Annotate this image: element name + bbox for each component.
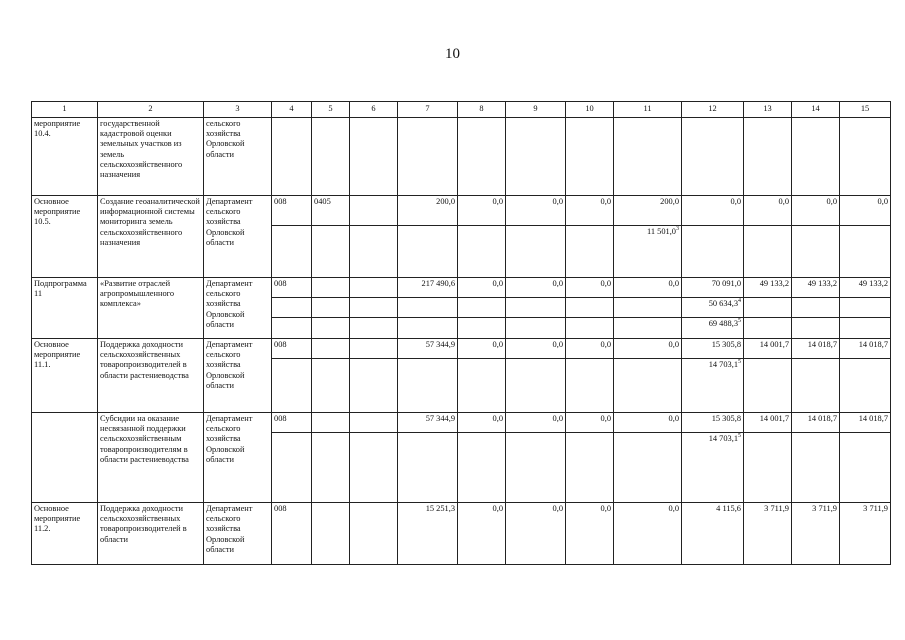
table-row [32, 339, 891, 359]
cell-admin-code: 008 [272, 278, 312, 298]
cell-value: 14 018,7 [792, 339, 840, 359]
cell-value: 0,0 [744, 196, 792, 226]
cell-value: 0,0 [458, 339, 506, 359]
header-cell: 6 [350, 102, 398, 118]
cell-value: 3 711,9 [840, 503, 891, 565]
row-name: Основное мероприятие 11.1. [32, 339, 98, 413]
cell-value: 15 251,3 [398, 503, 458, 565]
cell-value: 0,0 [566, 339, 614, 359]
cell-value: 14 018,7 [840, 413, 891, 433]
cell-value: 0,0 [840, 196, 891, 226]
cell-value: 0,0 [506, 339, 566, 359]
cell-value: 217 490,6 [398, 278, 458, 298]
cell-value: 0,0 [458, 503, 506, 565]
cell-value: 15 305,8 [682, 413, 744, 433]
cell-value: 0,0 [506, 503, 566, 565]
header-cell: 2 [98, 102, 204, 118]
header-cell: 12 [682, 102, 744, 118]
header-cell: 10 [566, 102, 614, 118]
cell-section-code: 0405 [312, 196, 350, 226]
cell-value: 4 115,6 [682, 503, 744, 565]
cell-value: 0,0 [614, 503, 682, 565]
cell-admin-code: 008 [272, 413, 312, 433]
cell-value [350, 196, 398, 226]
cell-value: 15 305,8 [682, 339, 744, 359]
cell-value: 57 344,9 [398, 339, 458, 359]
cell-value: 14 001,7 [744, 339, 792, 359]
cell-value: 0,0 [566, 503, 614, 565]
header-row [32, 102, 891, 118]
row-executor: Департамент сельского хозяйства Орловской области [204, 339, 272, 413]
table-row [32, 503, 891, 565]
row-description: государственной кадастровой оценки земельных участков из земель сельскохозяйственного назначения [98, 118, 204, 196]
row-name: Подпрограмма 11 [32, 278, 98, 339]
row-description: Поддержка доходности сельскохозяйственных товаропроизводителей в области растениеводства [98, 339, 204, 413]
cell-admin-code: 008 [272, 196, 312, 226]
cell-value: 49 133,2 [840, 278, 891, 298]
cell-value: 0,0 [614, 339, 682, 359]
row-executor: Департамент сельского хозяйства Орловской области [204, 278, 272, 339]
cell-admin-code: 008 [272, 503, 312, 565]
page-number: 10 [445, 46, 460, 62]
cell-value: 0,0 [506, 278, 566, 298]
cell-value: 14 018,7 [840, 339, 891, 359]
cell-value: 0,0 [682, 196, 744, 226]
row-executor: Департамент сельского хозяйства Орловской области [204, 196, 272, 278]
cell-value: 0,0 [458, 413, 506, 433]
header-cell: 13 [744, 102, 792, 118]
row-executor: Департамент сельского хозяйства Орловской области [204, 503, 272, 565]
cell-value: 0,0 [458, 278, 506, 298]
cell-value: 14 001,7 [744, 413, 792, 433]
cell-value: 3 711,9 [744, 503, 792, 565]
cell-value: 49 133,2 [792, 278, 840, 298]
cell-value: 69 488,3$^5$ [682, 318, 744, 339]
cell-value: 11 501,0$^3$ [614, 226, 682, 278]
cell-value: 200,0 [398, 196, 458, 226]
header-cell: 4 [272, 102, 312, 118]
cell-value: 14 703,1$^5$ [682, 433, 744, 503]
cell-value: 0,0 [792, 196, 840, 226]
cell-value: 0,0 [458, 196, 506, 226]
table-row [32, 196, 891, 226]
row-executor: Департамент сельского хозяйства Орловской области [204, 413, 272, 503]
cell-value: 0,0 [566, 196, 614, 226]
row-description: Субсидии на оказание несвязанной поддержки сельскохозяйственным товаропроизводителям в области растениеводства [98, 413, 204, 503]
table-row [32, 278, 891, 298]
cell-value: 0,0 [614, 413, 682, 433]
header-cell: 7 [398, 102, 458, 118]
cell-admin-code: 008 [272, 339, 312, 359]
cell-value: 57 344,9 [398, 413, 458, 433]
header-cell: 14 [792, 102, 840, 118]
row-name: Основное мероприятие 10.5. [32, 196, 98, 278]
row-description: Поддержка доходности сельскохозяйственных товаропроизводителей в области [98, 503, 204, 565]
row-executor: сельского хозяйства Орловской области [204, 118, 272, 196]
cell-value: 50 634,3$^4$ [682, 298, 744, 318]
cell-value: 0,0 [506, 196, 566, 226]
cell-value: 49 133,2 [744, 278, 792, 298]
cell-value: 14 018,7 [792, 413, 840, 433]
table-row [32, 413, 891, 433]
header-cell: 11 [614, 102, 682, 118]
cell-value: 0,0 [566, 278, 614, 298]
row-name [32, 413, 98, 503]
header-cell: 9 [506, 102, 566, 118]
cell-value: 70 091,0 [682, 278, 744, 298]
header-cell: 8 [458, 102, 506, 118]
table-row [32, 118, 891, 196]
cell-value: 14 703,1$^5$ [682, 359, 744, 413]
header-cell: 15 [840, 102, 891, 118]
row-name: Основное мероприятие 11.2. [32, 503, 98, 565]
cell-value: 0,0 [614, 278, 682, 298]
row-description: Создание геоаналитической информационной системы мониторинга земель сельскохозяйственного назначения [98, 196, 204, 278]
header-cell: 3 [204, 102, 272, 118]
header-cell: 5 [312, 102, 350, 118]
row-name: мероприятие 10.4. [32, 118, 98, 196]
cell-value: 0,0 [506, 413, 566, 433]
cell-value: 200,0 [614, 196, 682, 226]
header-cell: 1 [32, 102, 98, 118]
row-description: «Развитие отраслей агропромышленного комплекса» [98, 278, 204, 339]
cell-value: 3 711,9 [792, 503, 840, 565]
cell-value: 0,0 [566, 413, 614, 433]
budget-table [31, 101, 891, 565]
